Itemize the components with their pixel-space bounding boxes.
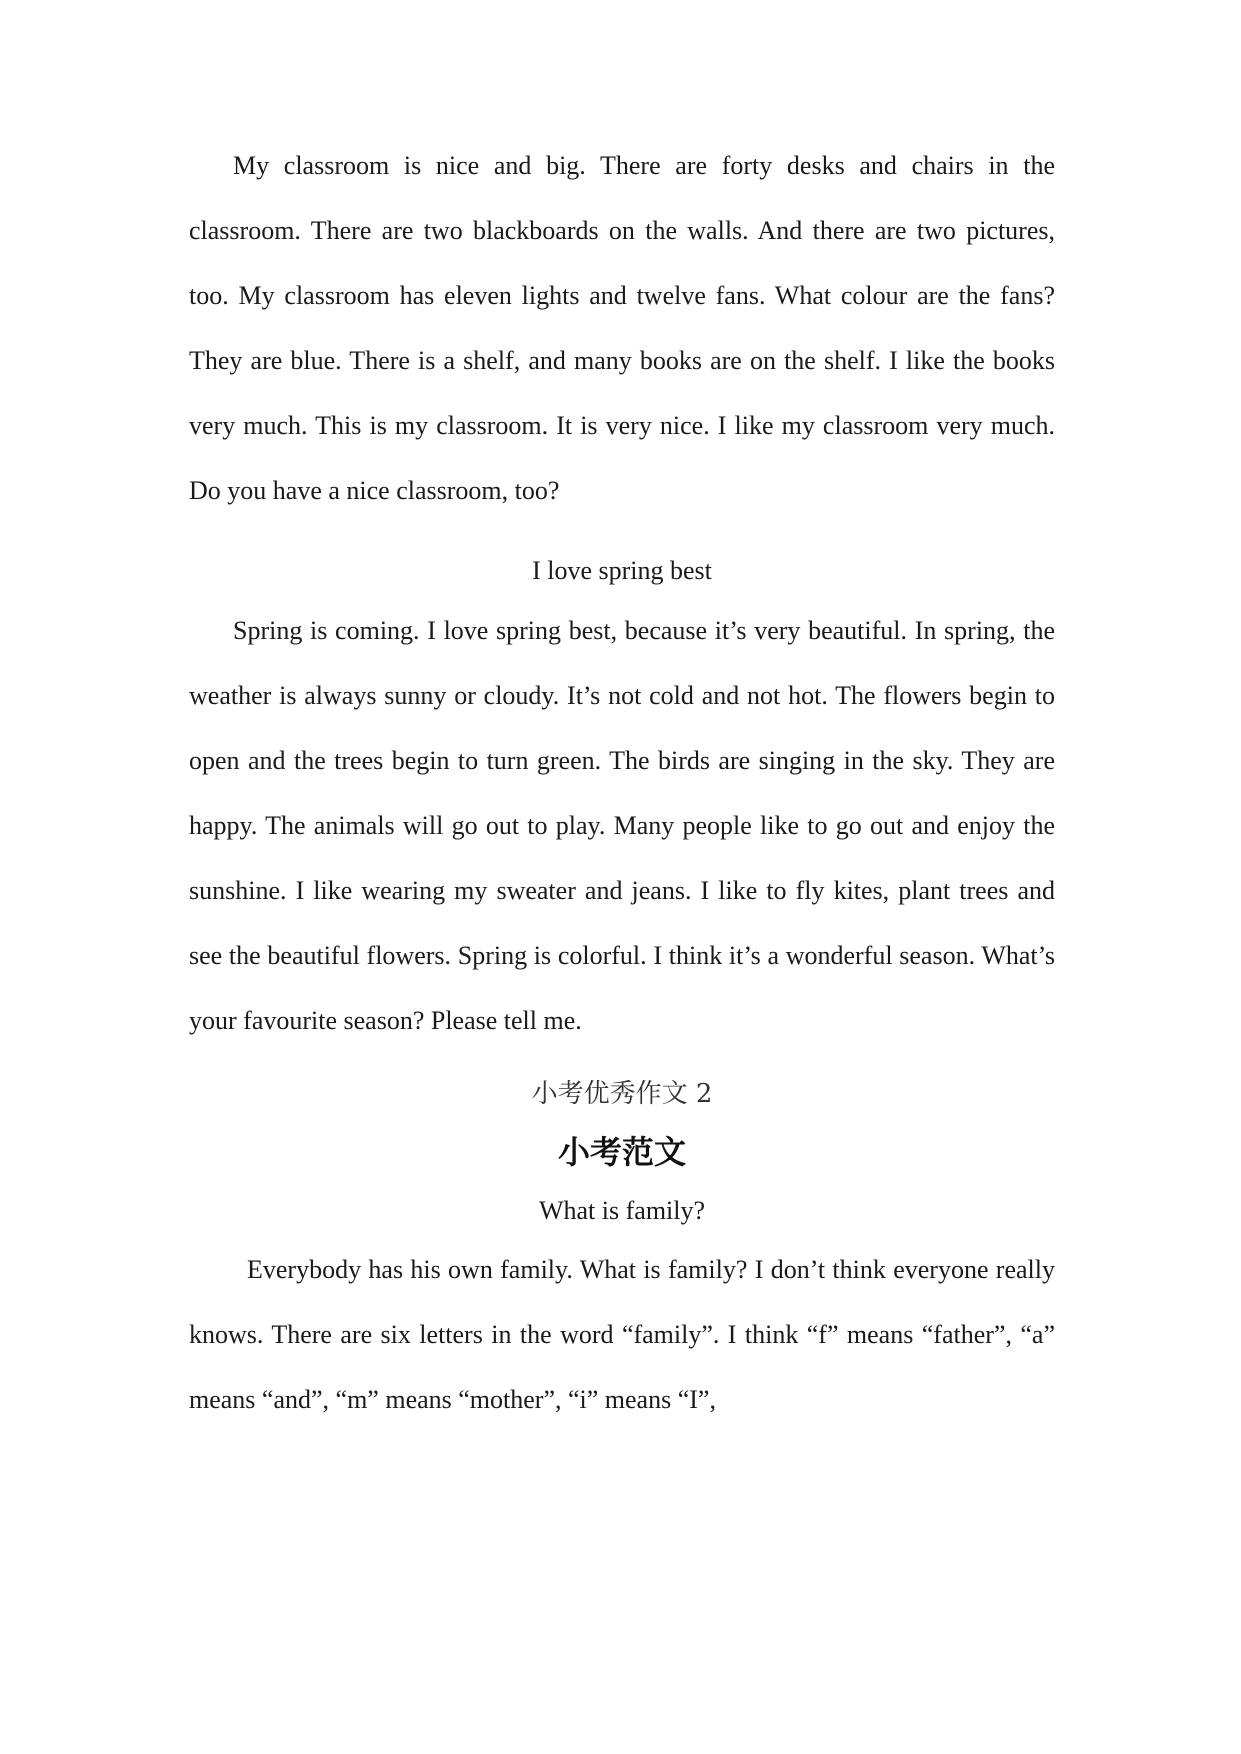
section-subtitle: 小考优秀作文 2 (531, 1079, 713, 1109)
classroom-paragraph: My classroom is nice and big. There are forty desks and chairs in the classroom. There are two blackboards on the walls. And there are two pictures, too. My classroom has eleven lights and twelve fans. What colour are the fans? They are blue. There is a shelf, and many books are on the shelf. I like the books very much. This is my classroom. It is very nice. I like my classroom very much. Do you have a nice classroom, too? (189, 151, 1055, 505)
spring-essay-title: I love spring best (532, 556, 712, 585)
family-essay-title: What is family? (538, 1196, 706, 1225)
family-paragraph: Everybody has his own family. What is family? I don’t think everyone really knows. There are six letters in the word “family”. I think “f” means “father”, “a” means “and”, “m” means “mother”, “i” means “I”, (189, 1255, 1055, 1414)
spring-paragraph: Spring is coming. I love spring best, because it’s very beautiful. In spring, the weather is always sunny or cloudy. It’s not cold and not hot. The flowers begin to open and the trees begin to turn green. The birds are singing in the sky. They are happy. The animals will go out to play. Many people like to go out and enjoy the sunshine. I like wearing my sweater and jeans. I like to fly kites, plant trees and see the beautiful flowers. Spring is colorful. I think it’s a wonderful season. What’s your favourite season? Please tell me. (189, 616, 1055, 1035)
section-heading: 小考范文 (557, 1133, 686, 1171)
